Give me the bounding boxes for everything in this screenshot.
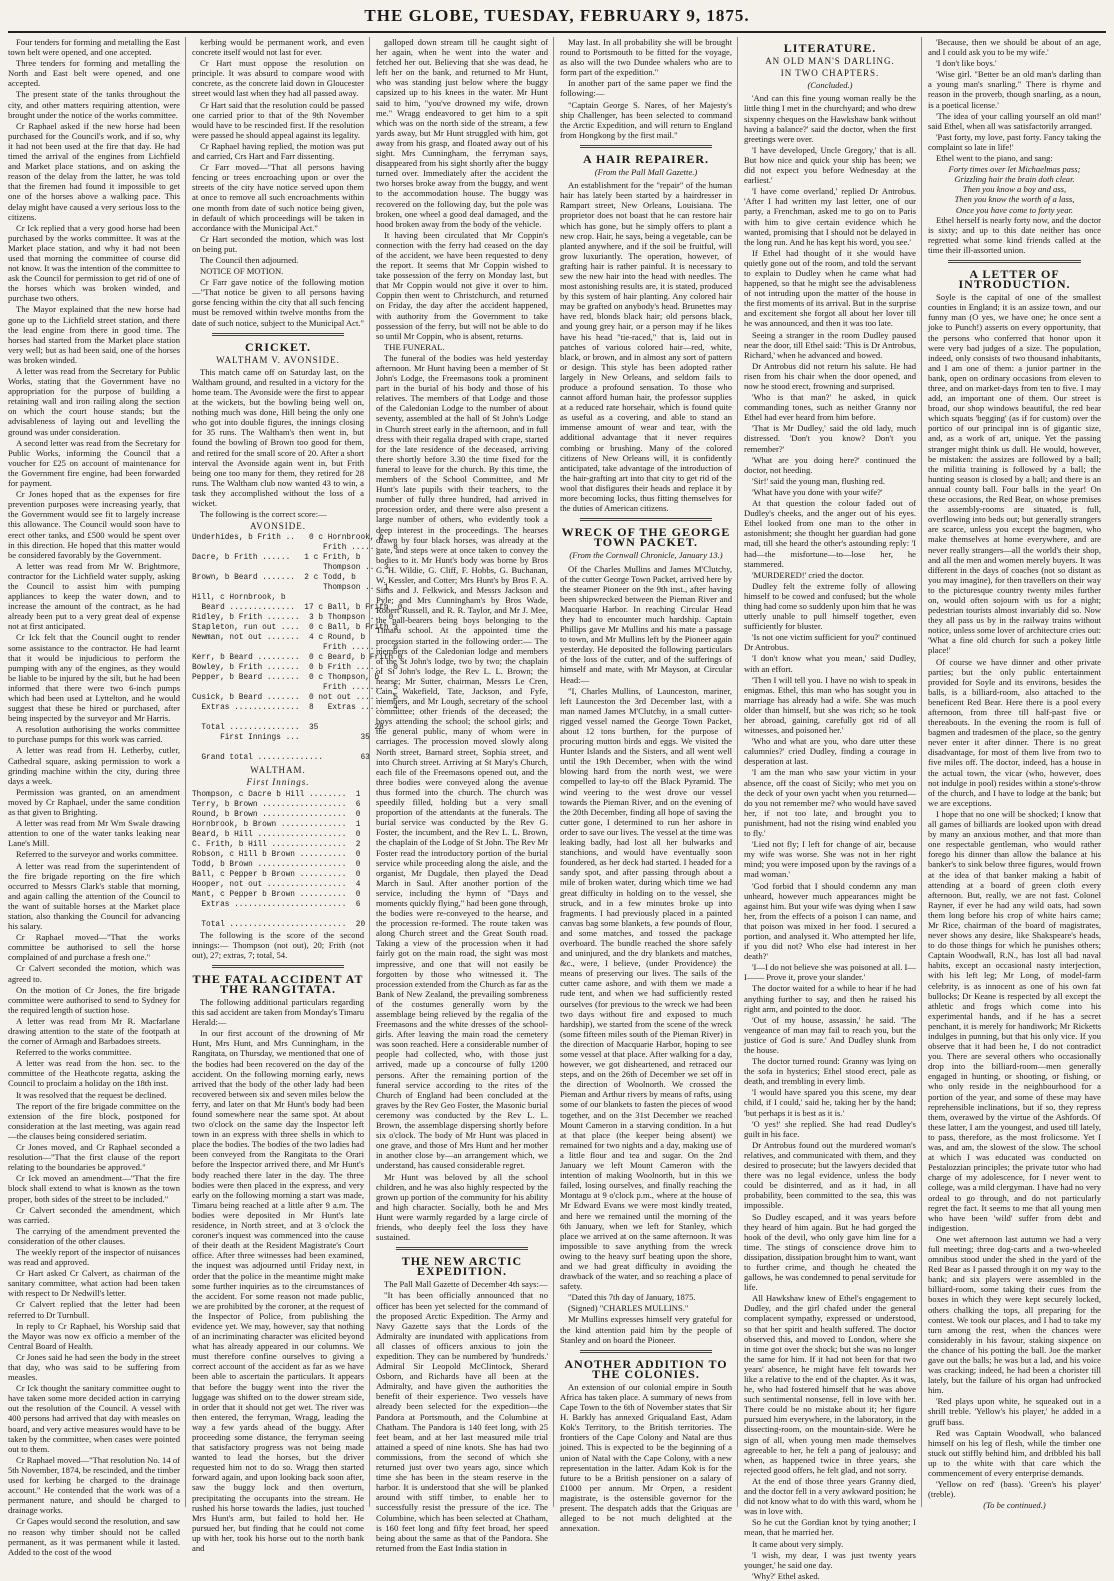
paragraph: I hope that no one will be shocked; I know that all games of billiards are looked upon with dread by many an anxious mother, and that more than one respectable gentleman, who would rather forego his dinner than allow the balance at his banker's to sink below three figures, would frown at the idea of that banker making a habit of attending at a board of green cloth every afternoon. But, really, we are not fast. Colonel Rayner, if ever he had any wild oats, had sown them long before his crop of white hairs came; Mr Rice, chairman of the board of magistrates, never shows any desire, like Shakspeare's heads, to do those things for which he punishes others; Captain Woodwall, R.N., has lost all bad naval habits, except an occasional nasty interjection, with his left leg; Mr Long, of model-farm celebrity, is as innocent as one of his own fat bullocks; Dr Keane is respected by all except the athletic and frogs which come into his experimental hands, and if he has a secret penchant, it is merely for handiwork; Mr Ricketts indulges in punning, but that his only vice. If you observe that it had been he, I do not contradict you. There are several others who occasionally drop into the billiard-room—men generally engaged in hunting, or shooting, or fishing, or who only reside in the neighbourhood for a portion of the year, and some of these may have reprehensible inclinations, but if so, they repress them, overawed by the virtue of the Ashfords. Of these latter, I am the youngest, and used till lately, to pass, therefore, as the most frolicsome. Yet I was, and am, the slowest of the slow. The school at which I was educated was conducted on Pestalozzian principles; the private tutor who had charge of my adolescence, for I never went to college, was a mild clergyman. I have had no very ordeal to go through, and do not particularly regret the fact. It seems to me that all young men who have been 'wild' suffer from debt and indigestion. (928, 808, 1101, 1233)
paragraph: Cr Farr gave notice of the following motion—"That notice be given to all persons having gorse fencing within the city that all such fencing must be removed within twelve months from the date of such notice, subject to the Municipal Act." (192, 277, 364, 328)
paragraph: Mr Hunt was beloved by all the school children, and he was also highly respected by the grown up portion of the community for his ability and high character. Socially, both he and Mrs Hunt were warmly regarded by a large circle of friends, who deeply feel the loss they have sustained. (376, 1171, 548, 1243)
paragraph: 'Why?' Ethel asked. (752, 1570, 820, 1581)
paragraph: Cr Raphael asked if the new horse had been purchased for the Council's work, and if so, why it had not been used at the fire that day. He had timed the arrival of the engines from Lichfield and Market place stations, and on asking the reason of the delay from the latter, he was told that the firemen had found it impossible to get one of the horses above a walking pace. This delay might have caused a very serious loss to the citizens. (8, 120, 180, 222)
paragraph: NOTICE OF MOTION. (200, 266, 284, 277)
verse-line: Then you know a boy and ass, (962, 184, 1067, 195)
paragraph: 'What are you doing here?' continued the doctor, not heeding. (744, 454, 916, 475)
paragraph: 'That is Mr Dudley,' said the old lady, much distressed. 'Don't you know? Don't you remember?' (744, 423, 916, 454)
paragraph: 'Then I will tell you. I have no wish to speak in enigmas. Ethel, this man who has sought you in marriage has already had a wife. She was much older than himself, but she was rich; so he took her abroad, gaining, carefully got rid of all witnesses, and poisoned her.' (744, 674, 916, 736)
paragraph: In reply to Cr Raphael, his Worship said that the Mayor was now ex officio a member of the Central Board of Health. (8, 1320, 180, 1351)
paragraph: 'Who and what are you, who dare utter these calumnies?' cried Dudley, finding a courage in desperation at last. (744, 736, 916, 767)
paragraph: Referred to the works committee. (16, 1047, 132, 1058)
paragraph: On the motion of Cr Jones, the fire brigade committee were authorised to send to Sydney for the required length of suction hose. (8, 984, 180, 1015)
paragraph: The following additional particulars regarding this sad accident are taken from Monday's Timaru Herald:— (192, 996, 364, 1028)
to-be-continued: (To be continued.) (983, 1500, 1046, 1511)
column-1 (8, 37, 186, 1557)
masthead: THE GLOBE, TUESDAY, FEBRUARY 9, 1875. (8, 6, 1106, 33)
scorecard-waltham: Thompson, c Dacre b Hill ........ 1 Terry, b Brown .................. 6 Round, b Brown .................. 0 Hornbrook, b Brown .............. 1 Beard, b Hill ................... 0 C. Frith, b Hill ................ 2 Robson, c Hill b Brown .......... 0 Todd, b Brown ................... 0 Ball, c Pepper b Brown .......... 0 Hooper, not out ................. 4 Mant, c Pepper b Brown .......... 0 Extras ........................ 6 Total ......................... 20 (192, 790, 366, 929)
paragraph: It having been circulated that Mr Coppin's connection with the ferry had ceased on the day of the accident, we have been requested to deny the report. It seems that Mr Coppin wished to take possession of the ferry on Monday last, but that Mr Coppin would not give it over to him. Coppin then went to Christchurch, and returned on Friday, the day after the accident happened, with authority from the Government to take possession of the ferry, but will not be able to do so until Mr Coppin, who is absent, returns. (376, 229, 548, 341)
paragraph: 'Out of my house, assassin,' he said. 'The vengeance of man may fail to reach you, but the justice of God is sure.' And Dudley slunk from the house. (744, 1014, 916, 1055)
story-title: AN OLD MAN'S DARLING. (765, 56, 895, 67)
paragraph: 'The idea of your calling yourself an old man!' said Ethel, when all was satisfactorily arranged. (928, 110, 1101, 131)
team-label: WALTHAM. (250, 765, 306, 776)
paragraph: 'Lied not fly; I left for change of air, because my wife was worse. She was not in her right mind; you were imposed upon by the ravings of a mad woman.' (744, 839, 916, 880)
paragraph: Cr Jones said he had seen the body in the street that day, who was said to be suffering from measles. (8, 1351, 180, 1383)
paragraph: 'Is not one victim sufficient for you?' continued Dr Antrobus. (744, 632, 916, 653)
paragraph: 'Wise girl. "Better be an old man's darling than a young man's snarling." There is rhyme and reason in the proverb, though snarling, as a noun, is a poetical license.' (928, 69, 1101, 110)
paragraph: A second letter was read from the Secretary for Public Works, informing the Council that a voucher for £25 on account of maintenance for the Government fire engine, had been forwarded for payment. (8, 437, 180, 489)
paragraph: THE FUNERAL. (384, 341, 445, 352)
paragraph: Four tenders for forming and metalling the East town belt were opened, and one accepted. (8, 37, 180, 58)
paragraph: At that question the colour faded out of Dudley's cheeks, and the anger out of his eyes. Ethel looked from one man to the other in astonishment; she thought her guardian had gone mad, till she heard the other's astounding reply: 'I had—the misfortune—to—lose her, he stammered. (744, 498, 916, 569)
paragraph: (Signed) "CHARLES MULLINS." (568, 1303, 689, 1314)
paragraph: A letter was read from H. Letherby, cutler, Cathedral square, asking permission to work a grinding machine within the city, during three days a week. (8, 745, 180, 786)
paragraph: All Hawkshaw knew of Ethel's engagement to Dudley, and the girl chafed under the general complacent sympathy, expressed or understood, so that her spirit and health suffered. The doctor observed this, and moved to London, where she in time got over the shock; but she was no longer the same for him. If it had not been for that two years' absence, he might have felt towards her like a relative to the end of the chapter. As it was, he, who had fostered himself that he was above such sentimental nonsense, fell in love with her. There could be no mistake about it; her figure pursued him everywhere, in the laboratory, in the dissecting-room, on the mountain-side. Were he sign of all, when young men made themselves agreeable to her, he felt a pang of jealousy; and when, as happened twice in three years, she rejected good offers, he felt glad, and not sorry. (744, 1293, 916, 1475)
paragraph: A letter was read from the Secretary for Public Works, stating that the Government have no appropriation for the purpose of building a retaining wall and iron railing along the section on which the court house stands; but the advisableness of laying out and levelling the ground was under consideration. (8, 366, 180, 437)
paragraph: 'MURDERED!' cried the doctor. (752, 569, 864, 580)
paragraph: Dudley felt the extreme folly of allowing himself to be cowed and confused; but the whole thing had come so suddenly upon him that he was utterly unable to pull himself together, even sufficiently for bluster. (744, 580, 916, 632)
paragraph: 'I have developed, Uncle Gregory,' that is all. But how nice and quick your ship has been; we did not expect you before Wednesday at the earliest.' (744, 144, 916, 186)
paragraph: Cr Ick thought the sanitary committee ought to have taken some more decided action in carrying out the resolution of the Council. A vessel with 400 persons had arrived that day with measles on board, and very active measures would have to be taken by the committee, when cases were pointed out to them. (8, 1383, 180, 1454)
paragraph: 'I—I do not believe she was poisoned at all. I—I—— Prove it, prove your slander.' (744, 962, 916, 983)
divider (212, 333, 344, 336)
column-3 (376, 37, 554, 1553)
paragraph: The weekly report of the inspector of nuisances was read and approved. (8, 1246, 180, 1268)
paragraph: Soyle is the capital of one of the smallest counties in England; it is an assize town, and our funny man (O yes, we have one; he once sent a joke to Punch!) asserts on every opportunity, that the persons who conferred that honor upon it were very bad judges of a size. The population, indeed, only consists of two thousand inhabitants, and I am one of them: a junior partner in the bank, open on ordinary occasions from eleven to three, and on market-days from ten to five. I may add, an important one of them. Our street is broad, our shop windows beautiful, the red bear which squats 'begging' (as if for custom) over the portico of our principal inn is of gigantic size, and, as a work of art, unique. Yet the passing stranger might think us dull. He would, however, be mistaken: the assizes are followed by a ball; the militia training is followed by a ball; the hunting season is closed by a ball; and there is an annual county ball. Four balls in the year! On these occasions, the Red Bear, on whose premises the assembly-rooms are situated, is full, overflowing into beds out; but generally strangers are scarce, unless you except the bagmen, who make themselves at home everywhere, and are never really strangers—all the world's their shop, and all the men and women merely buyers. It was different in the days of coaches (not so distant as you may imagine), for then travellers on their way to the picturesque country twenty miles further on, would often sojourn with us for a night; pedestrian tourists almost invariably did so. Now they all pass us by in the railway trains without notice, unless some lover of architecture cries out: 'What a fine old church for such a pokey little place!' (928, 292, 1102, 656)
paragraph: "Captain George S. Nares, of her Majesty's ship Challenger, has been selected to command the Arctic Expedition, and will return to England from Hongkong by the first mail." (560, 99, 732, 140)
paragraph: Cr Farr moved—"That all persons having fencing or trees encroaching upon or over the streets of the city have notice served upon them at once to remove all such encroachments within one month from date of such notice being given, in default of which proceedings will be taken in accordance with the Municipal Act." (192, 162, 364, 233)
paragraph: 'Past forty, my love, past forty. Fancy taking the complaint so late in life!' (928, 131, 1101, 152)
paragraph: Dr Antrobus did not return his salute. He had risen from his chair when the door opened, and now he stood erect, frowning and surprised. (744, 360, 916, 391)
paragraph: 'I am the man who saw your victim in your absence, off the coast of Sicily; who met you on the deck of your own yacht when you returned—do you not remember me? who would have saved her, if not too late, and brought you to punishment, had not the rising wind enabled you to fly.' (744, 767, 916, 839)
column-4 (560, 37, 738, 1534)
paragraph: The doctor waited for a while to hear if he had anything further to say, and then he raised his right arm, and pointed to the door. (744, 983, 916, 1014)
paragraph: 'I have come overland,' replied Dr Antrobus. 'After I had written my last letter, one of our party, a Frenchman, asked me to go on to Paris with him to give certain evidence which he wanted, promising that I should not be delayed in the long run. And he has kept his word, you see.' (744, 186, 916, 247)
verse-line: Then you know the worth of a lass, (954, 194, 1075, 205)
paragraph: The report of the fire brigade committee on the extension of the fire block, postponed for consideration at the last meeting, was again read—the clauses being considered seriatim. (8, 1100, 180, 1141)
paragraph: The present state of the tanks throughout the city, and other matters requiring attention, were brought under the notice of the works committee. (8, 89, 180, 120)
source-line: (From the Pall Mall Gazette.) (594, 167, 698, 178)
paragraph: "It has been officially announced that no officer has been yet selected for the command of the proposed Arctic Expedition. The Army and Navy Gazette says that the Lords of the Admiralty are inundated with applications from all classes of officers anxious to join the expedition. They can be numbered by 'hundreds.' Admiral Sir Leopold McClintock, Sherard Osborn, and Richards have all been at the Admiralty, and have given the authorities the benefit of their experience. Two vessels have already been selected for the expedition—the Pandora at Portsmouth, and the Columbine at Chatham. The Pandora is 140 feet long, with 25 feet beam, and at her last measured mile trial attained a speed of nine knots. She has had two commissions, from the second of which she returned just over two years ago, since which time she has been in the steam reserve in the harbor. It is understood that she will be planked around with stiff timber, to enable her to successfully resist the pressure of the ice. The Columbine, which has been selected at Chatham, is 160 feet long and fifty feet broad, her speed being about the same as that of the Pandora. She returned from the East India station in (376, 1290, 548, 1553)
paragraph: Cr Calvert seconded the motion, which was agreed to. (8, 963, 180, 984)
chapters-label: IN TWO CHAPTERS. (780, 68, 880, 79)
paragraph: May last. In all probability she will be brought round to Portsmouth to be fitted for the voyage, as also will the two Dundee whalers who are to form part of the expedition." (560, 37, 732, 78)
section-heading: WRECK OF THE GEORGE TOWN PACKET. (561, 525, 731, 550)
paragraph: 'Sir!' said the young man, flushing red. (752, 475, 885, 486)
paragraph: Red was Captain Woodwall, who balanced himself on his leg of flesh, while the timber one stuck out stiffly behind him, and dribbled his ball up to the white with that care which the commencement of every enterprise demands. (928, 1427, 1101, 1479)
paragraph: Seeing a stranger in the room Dudley paused near the door, till Ethel said: 'This is Dr Antrobus, Richard,' when he advanced and bowed. (744, 329, 916, 360)
paragraph: Cr Jones moved, and Cr Raphael seconded a resolution—"That the first clause of the report relating to the boundaries be approved." (8, 1142, 180, 1173)
paragraph: 'And can this fine young woman really be the little thing I met in the churchyard; and who drew sixpenny cheques on the Hawkshaw bank without having a balance?' said the doctor, when the first greetings were over. (744, 93, 916, 144)
divider (580, 1350, 712, 1353)
paragraph: Permission was granted, on an amendment moved by Cr Raphael, under the same condition as that given to Brighting. (8, 786, 180, 818)
verse-line: Once you have come to forty year. (955, 204, 1074, 215)
paragraph: kerbing would be permanent work, and even concrete itself would not last for ever. (192, 37, 364, 58)
paragraph: 'I wish, my dear, I was just twenty years younger,' he said one day. (744, 1549, 916, 1570)
section-subheading: WALTHAM V. AVONSIDE. (216, 354, 340, 365)
paragraph: Cr Jones hoped that as the expenses for fire prevention purposes were increasing yearly, that the Government would see fit to largely increase this allowance. The Council would soon have to erect other tanks, and £500 would be spent over in this direction. He hoped that this matter would be considered favorably by the Government. (8, 489, 180, 560)
paragraph: 'Who is that man?' he asked, in quick commanding tones, such as neither Granny nor Ethel had ever heard from him before. (744, 392, 916, 423)
paragraph: Cr Raphael having replied, the motion was put and carried, Crs Hart and Farr dissenting. (192, 140, 364, 162)
paragraph: Three tenders for forming and metalling the North and East belt were opened, and one accepted. (8, 58, 180, 89)
paragraph: Cr Hart said that the resolution could be passed one carried prior to that of the 9th November would have to be rescinded first. If the resolution were passed he should appeal against its legality. (192, 99, 364, 140)
section-heading: A LETTER OF INTRODUCTION. (958, 266, 1071, 292)
paragraph: Cr Hart must oppose the resolution on principle. It was absurd to compare wood with concrete, as the concrete laid down in Gloucester street would last when they had all passed away. (192, 58, 364, 99)
section-heading: THE FATAL ACCIDENT AT THE RANGITATA. (192, 971, 364, 996)
paragraph: This match came off on Saturday last, on the Waltham ground, and resulted in a victory for the home team. The Avonside were the first to appear at the wickets, but the bowling being well on, nothing much was done, Hill being the only one who got into double figures, the innings closing for 35 runs. The Waltham's then went in, but found the bowling of Brown too good for them, and retired for the small score of 20. After a short interval the Avonside again went in, but Frith being one too many for them, they retired for 28 runs. The Waltham club now wanted 43 to win, a task they accomplished without the loss of a wicket. (192, 366, 364, 509)
paragraph: The following is the correct score:— (200, 509, 327, 520)
divider (580, 518, 712, 521)
column-6 (928, 37, 1106, 1511)
paragraph: Cr Hart seconded the motion, which was lost on being put. (192, 233, 364, 254)
paragraph: Cr Gapes would second the resolution, and saw no reason why timber should not be called permanent, as it was permanent while it lasted. Added to the cost of the wood (8, 1516, 180, 1557)
concluded-label: (Concluded.) (807, 80, 853, 91)
paragraph: Ethel went to the piano, and sang: (936, 153, 1053, 164)
paragraph: The carrying of the amendment prevented the consideration of the other clauses. (8, 1225, 180, 1246)
paragraph: The doctor turned round: Granny was lying on the sofa in hysterics; Ethel stood erect, pale as death, and trembling in every limb. (744, 1056, 916, 1087)
paragraph: It was resolved that the request be declined. (16, 1089, 167, 1100)
paragraph: So he cut the Gordian knot by tying another; I mean, that he married her. (744, 1517, 916, 1538)
paragraph: A letter was read from Mr Wm Swale drawing attention to one of the water tanks leaking near Lane's Mill. (8, 818, 180, 849)
columns (8, 37, 1106, 1581)
section-heading: A HAIR REPAIRER. (582, 151, 710, 166)
team-label: AVONSIDE. (249, 521, 307, 532)
section-heading: CRICKET. (244, 339, 312, 354)
paragraph: In our first account of the drowning of Mr Hunt, Mrs Hunt, and Mrs Cunningham, in the Rangitata, on Thursday, we mentioned that one of the bodies had been recovered on the day of the accident. On the following morning early, news arrived that the body of the other lady had been recovered between six and seven miles below the ferry, and later on that Mr Hunt's body had been found somewhere near the same spot. At about two o'clock on the same day the Inspector left town in an express with three shells in which to place the bodies. The bodies of the two ladies had been conveyed from the Rangitata to the Orari before the Inspector arrived there, and Mr Hunt's body reached there later in the day. The three bodies were then placed in the express, and very early on the following morning a start was made, Timaru being reached at a little after 9 a.m. The bodies were deposited in Mr Hunt's late residence, in North street, and at 3 o'clock the coroner's inquest was commenced into the cause of their death at the Resident Magistrate's Court office. After three witnesses had been examined, the inquest was adjourned until Friday next, in order that the police in the meantime might make some further inquiries as to the circumstances of the accident. For some reason not made public, we are prohibited by the coroner, at the request of the Inspector of Police, from publishing the evidence yet. We may, however, say that nothing of an incriminating character was elicited beyond what has already appeared in our columns. We must therefore confine ourselves to giving a correct account of the accident as far as we have been able to ascertain the particulars. It appears that before the buggy went into the river the luggage was shifted on to the dower stream side, in order that it should not get wet. The river was then entered, the ferryman, Wragg, leading the way a few yards ahead of the buggy. After proceeding some distance, the ferryman seeing that satisfactory progress was not being made wanted to lead the horses, but the driver requested him not to do so. Wragg then started forward again, and upon looking back soon after, saw the buggy lock and then overturn, precipitating the occupants into the stream. He rushed his horse towards the ladies, just touched Mrs Hunt's arm, but failed to hold her. He pursued her, but finding that he could not come up with her, took his horse out to the north bank and (192, 1028, 364, 1554)
paragraph: The funeral of the bodies was held yesterday afternoon. Mr Hunt having been a member of St John's Lodge, the Freemasons took a prominent part in the burial of his body and those of his relatives. The members of that Lodge and those of the Caledonian Lodge to the number of about seventy, assembled at the hall of St John's Lodge in Church street early in the afternoon, and in full dress with their regalia draped with crape, started for the late residence of the deceased, arriving there shortly before 3.30 the time fixed for the funeral to leave for the church. By this time, the members of the School Committee, and Mr Hunt's late pupils with their teachers, to the number of fully three hundred, had arrived in procession order, and there were also present a large number of others, who evidently took a deep interest in the proceedings. The hearses drawn by four black horses, was already at the gate, and steps were at once taken to convey the bodies to it. Mr Hunt's body was borne by Bros G. H. Wildie, G. Cliff, F. Hobbs, G. Buchanan, W. Kessler, and Cotter; Mrs Hunt's by Bros F. A. Sims and J. Felkwick, and Messrs Jackson and Pyle; and Mrs Cunningham's by Bros Wade, Robert Russell, and R. R. Taylor, and Mr J. Mee, the pall-bearers being boys belonging to the Timaru school. At the appointed time the procession started in the following order:— The members of the Caledonian lodge and members of the St John's lodge, two by two; the chaplain of St John's lodge, the Rev L. L. Brown; the hearse; Mr Sutter, chairman, Messrs Le Cren, Cain, Wakefield, Tate, Jackson, and Fyfe, members, and Mr Lough, secretary of the school committee; other friends of the deceased; the boys attending the school; the school girls; and the general public, many of whom were in carriages. The procession moved slowly along North street, Barnard street, Sophia street, and into Church street. Arriving at St Mary's Church, each file of the Freemasons opened out, and the three bodies were conveyed along the avenue thus formed into the church. The church was speedily filled, holding but a very small proportion of the attendants at the funerals. The burial service was conducted by the Rev G. Foster, the incumbent, and the Rev L. L. Brown, the chaplain of the Lodge of St John. The Rev Mr Foster read the introductory portion of the burial service while proceeding along the aisle, and the organist, Mr Dugdale, then played the Dead March in Saul. After another portion of the service, including the hymn of "Days and moments quickly flying," had been gone through, the bodies were re-conveyed to the hearse, and the procession re-formed. The route taken was along Church street and the Great South road. Taking a view of the procession when it had fairly got on the main road, the sight was most impressive, and one that will not easily be forgotten by those who witnessed it. The procession extended from the Church as far as the Bank of New Zealand, the prevailing sombreness of the costumes generally worn by the assemblage being relieved by the regalia of the Freemasons and the white dresses of the school-girls. After leaving the main road the cemetery was soon reached. Here a considerable number of people had collected, who, with those just arrived, made up a concourse of fully 1200 persons. After the remaining portion of the funeral service according to the rites of the Church of England had been concluded at the graves by the Rev Geo Foster, the Masonic burial ceremony was conducted by the Rev L. L. Brown, the assemblage dispersing shortly before six o'clock. The body of Mr Hunt was placed in one grave, and those of Mrs Hunt and her mother in another close by—an arrangement which, we understand, has caused considerable regret. (376, 352, 548, 1171)
paragraph: A letter was read from Mr R. Macfarlane drawing attention to the state of the footpath at the corner of Armagh and Barbadoes streets. (8, 1015, 180, 1047)
paragraph: 'God forbid that I should condemn any man unheard, however much appearances might be against him. But your wife was dying when I saw her, from the effects of a poison I can name, and that poison was mixed in her food. I secured a portion, and analysed it. Who attempted her life, if you did not? Who else had interest in her death?' (744, 880, 916, 962)
divider (212, 965, 344, 968)
divider (396, 1247, 528, 1250)
paragraph: galloped down stream till he caught sight of her again, when he went into the water and fetched her out. Believing that she was dead, he left her on the bank, and returned to Mr Hunt, who was standing just below where the buggy capsized up to his knees in the water. Mr Hunt said to him, "you've drowned my wife, drown me." Wragg endeavored to get him to a spit which was on the north side of the stream, a few yards away, but Mr Hunt struggled with him, got away from his grasp, and floated away out of his sight. Mrs Cunningham, the ferryman says, disappeared from his sight shortly after the buggy turned over. Immediately after the accident the two horses broke away from the buggy, and went to the accommodation house. The buggy was recovered on the following day, but the pole was broken, one wheel a good deal damaged, and the hood broken away from the body of the vehicle. (376, 37, 548, 229)
paragraph: In another part of the same paper we find the following:— (560, 78, 732, 99)
paragraph: Referred to the surveyor and works committee. (16, 849, 179, 860)
column-5 (744, 37, 922, 1581)
paragraph: 'I would have spared you this scene, my dear child, if I could,' said he, taking her by the hand; 'but perhaps it is best as it is.' (744, 1087, 916, 1118)
paragraph: 'Yellow on red' (bass). 'Green's his player' (treble). (928, 1479, 1101, 1500)
column-2 (192, 37, 403, 1554)
divider (580, 145, 712, 148)
paragraph: Dr Antrobus found out the murdered woman's relatives, and communicated with them, and they desired to prosecute; but the lawyers decided that there was no legal evidence, unless the body could be disinterred, and as it had, in all probability, been committed to the sea, this was impossible. (744, 1139, 916, 1211)
paragraph: The Council then adjourned. (200, 254, 299, 265)
paragraph: 'Red plays upon white, he squeaked out in a shrill treble. 'Yellow's his player,' he added in a gruff bass. (928, 1396, 1101, 1427)
section-heading: THE NEW ARCTIC EXPEDITION. (401, 1254, 523, 1279)
paragraph: The Pall Mall Gazette of December 4th says:— (384, 1279, 548, 1290)
paragraph: An establishment for the "repair" of the human hair has lately been started by a hairdresser in Rampart street, New Orleans, Louisiana. The proprietor does not boast that he can restore hair which has gone, but he simply offers to plant a new crop. Hair, he says, being a vegetable, can be planted anywhere, and if the soil be fruitful, will grow luxuriantly. The operation, however, of grafting hair is rather painful. It is necessary to sew the new hair into the head with needles. The most astonishing results are, it is stated, produced by this system of hair planting. Any colored hair may be grafted on anybody's head. Brunettes may have red, blonds black hair; old persons black, and young grey hair, or a person may if he likes have his head "tie-raced," that is, laid out in patches of various colored hair—red, white, black, or brown, and in almost any sort of pattern or design. This style has been adopted rather largely in New Orleans, and seldom fails to produce a profound sensation. To those who cannot afford human hair, the professor supplies at a reduced rate horsehair, which is found quite as useful as a covering, and able to stand an immense amount of wear and tear, with the additional advantage that it never requires combing or brushing. Many of the colored citizens of New Orleans will, it is confidently anticipated, take advantage of the introduction of the hair-grafting art into that city to get rid of the wool that disfigures their heads and replace it by more becoming locks, thus fitting themselves for the duties of American citizens. (560, 180, 732, 514)
paragraph: "I, Charles Mullins, of Launceston, mariner, left Launceston the 3rd December last, with a man named James M'Clutchy, in a small cutter-rigged vessel named the George Town Packet, about 12 tons burthen, for the purpose of procuring mutton birds and eggs. We visited the Hunter Islands and the Sisters, and all went well until the 19th December, when with the wind blowing hard from the north west, we were compelled to lay-to off the Black Pyramid. The wind veering to the west drove our vessel towards the Pieman River, and on the evening of the 20th December, finding all hope of saving the cutter gone, I determined to run her ashore in order to save our lives. The vessel at the time was leaking badly, had lost all her bulwarks and stanchions, and would have eventually soon foundered, as her deck had started. I headed for a sandy spot, and after passing through about a mile of broken water, during which time we had great difficulty in holding on to the vessel, she struck, and in a few minutes broke up into fragments. I had previously placed in a painted canvas bag some blankets, a few pounds of flour, and some matches, and tossed the package overboard. The bundle reached the shore safely and uninjured, and the dry blankets and matches, &c., were, I believe, (under Providence) the means of preserving our lives. The sails of the cutter came ashore, and with them we made a rude tent, and when we had sufficiently rested ourselves (for previous to the wreck we had been two days without fire and exposed to much hardship), we started from the scene of the wreck (some fifteen miles south of the Pieman River) in the direction of Macquarie Harbor, hoping to see some vessel at that place. After walking for a day, however, we got disheartened, and retraced our steps, and on the 26th of December we set off in the direction of Woolnorth. We crossed the Pieman and Arthur rivers by means of rafts, using some of our blankets to fasten the pieces of wood together, and on the 31st December we reached Mount Cameron in a starving condition. In a hut at that place (the keeper being absent) we remained for two nights and a day, making use of a little flour and tea and sugar. On the 2nd January we left Mount Cameron with the intention of making Woolnorth, but in this we failed, losing ourselves, and finally reaching the Montagu at 9 o'clock p.m., where at the house of Mr Edward Evans we were most kindly treated, and here we remained until the morning of the 6th January, when we left for Stanley, which place we arrived at on the same afternoon. It was impossible to save anything from the wreck owing to the heavy surf beating upon the shore, and we had great difficulty in avoiding the drawback of the water, and so reaching a place of safety. (560, 685, 732, 1292)
paragraph: A letter was read from Mr W. Brightmore, contractor for the Lichfield water supply, asking the Council to assist him with pumping appliances to keep the water down, and to increase the amount of the contract, as he had already been put to a very great deal of expense not at first anticipated. (8, 560, 180, 632)
paragraph: Ethel herself is nearly forty now, and the doctor is sixty; and up to this date neither has once regretted what some kind friends called at the time their ill-assorted union. (928, 214, 1101, 255)
paragraph: Cr Raphael moved—"That the works committee be authorised to sell the horse complained of and purchase a fresh one." (8, 932, 180, 963)
paragraph: Of the Charles Mullins and James M'Clutchy, of the cutter George Town Packet, arrived here by the steamer Pioneer on the 9th inst., after having been shipwrecked between the Pieman River and Macquarie Harbor. In reaching Circular Head they had to encounter much hardship. Captain Phillips gave Mr Mullins and his mate a passage to town, and Mr Mullins left by the Pioneer again yesterday. He deposited the following particulars of the loss of the cutter, and of the sufferings of himself and mate, with Mr Mayson, at Circular Head:— (560, 563, 732, 685)
paragraph: A letter was read from the superintendent of the fire brigade reporting on the fire which occurred to Messrs Clark's stable that morning, and again calling the attention of the Council to the want of suitable horses at the Market place station, also thanking the Council for advancing his salary. (8, 860, 180, 932)
paragraph: 'What have you done with your wife?' (752, 486, 883, 497)
paragraph: It came about very simply. (752, 1538, 844, 1549)
divider (948, 260, 1081, 263)
paragraph: At the end of those three years Granny died, and the doctor fell in a very awkward position; he did not know what to do with this ward, whom he was in love with. (744, 1475, 916, 1517)
paragraph: The following is the score of the second innings:— Thompson (not out), 20; Frith (not out), 27; extras, 7; total, 54. (192, 929, 364, 960)
paragraph: 'Because, then we should be about of an age, and I could ask you to be my wife.' (928, 37, 1101, 58)
paragraph: A letter was read from the hon. sec. to the committee of the Heathcote regatta, asking the Council to proclaim a holiday on the 18th inst. (8, 1058, 180, 1089)
paragraph: Cr Ick replied that a very good horse had been purchased by the works committee. It was at the Market place station, and why it had not been used that morning the committee of course did not know. It was the intention of the committee to ask the Council for permission to get rid of one of the horses which was broken winded, and purchase two others. (8, 222, 180, 304)
verse-line: Forty times over let Michaelmas pass; (948, 164, 1081, 175)
paragraph: "Dated this 7th day of January, 1875. (568, 1292, 696, 1303)
source-line: (From the Cornwall Chronicle, January 13.) (569, 550, 723, 561)
paragraph: The Mayor explained that the new horse had gone up to the Lichfield street station, and there the lead engine from there in good time. The horses had started from the Market place station very well; but as had been said, one of the horses was broken winded. (8, 304, 180, 365)
section-heading: ANOTHER ADDITION TO THE COLONIES. (564, 1356, 728, 1381)
scorecard-avonside: Underhides, b Frith .. 0 c Hornbrook, b Frith ...... 8 Dacre, b Frith ...... 1 c Frith, b Thompson .. 3 Brown, b Beard ....... 2 c Todd, b Thompson .. 1 Hill, c Hornbrook, b Beard .............. 17 c Ball, b Frith 0 Ridley, b Frith ....... 3 b Thompson .. 0 Stapleton, run out .... 0 c Ball, b Frith 3 Newman, not out ....... 4 c Round, b Frith ....... 0 Kerr, b Beard ......... 0 c Beard, b Frith 0 Bowley, b Frith ....... 0 b Frith ...... 0 Pepper, b Beard ....... 0 c Thompson, b Frith ....... 5 Cusick, b Beard ....... 0 not out ...... 5 Extras .............. 8 Extras ..... 4 Total ............... 35 28 First Innings ... 35 Grand total .............. 63 (192, 534, 403, 763)
paragraph: Cr Ick felt that the Council ought to render some assistance to the contractor. He had learnt that it would be injudicious to perform the pumping with any of the engines, as they would be liable to be injured by the silt, but he had been informed that there were two 6-inch pumps which had been used at Lyttelton, and he would suggest that these be hired or purchased, after being inspected by the surveyor and Mr Harris. (8, 632, 180, 724)
paragraph: One wet afternoon last autumn we had a very full meeting; three dog-carts and a two-wheeled omnibus stood under the shed in the yard of the Red Bear as I passed through it on my way to the bank; and six players were assembled in the billiard-room, some taking their cues from the boxes in which they were kept securely locked, others chalking the tops, all preparing for the contest. We took our places, and I had to take my turn among the rest, when the chances were considerably in his favour, staking sixpence on the chance of his potting the ball. Joe the marker gave out the balls; he was but a lad, and his voice was cracking; indeed, he had been a chorister till lately, but the failure of his organ had unfrocked him. (928, 1233, 1101, 1396)
paragraph: Mr Mullins expresses himself very grateful for the kind attention paid him by the people of Stanley and on board the Pioneer. (560, 1314, 732, 1345)
paragraph: An extension of our colonial empire in South Africa has taken place. A summary of news from Cape Town to the 6th of November states that Sir H. Barkly has annexed Griqualand East, Adam Kok's Territory, to the British territories. The frontiers of the Cape Colony and Natal are thus joined. This is expected to be the beginning of a union of Natal with the Cape Colony, with a new representation in the latter. Adam Kok is for the future to be a British pensioner on a salary of £1000 per annum. Mr Orpen, a resident magistrate, is the ostensible governor for the present. The despatch adds that the Griquas are alleged to be not much delighted at the annexation. (560, 1381, 732, 1534)
paragraph: 'I don't like boys.' (936, 58, 997, 69)
verse-line: Grizzling hair the brain doth clear. (954, 174, 1075, 185)
paragraph: Cr Calvert replied that the letter had been referred to Dr Turnbull. (8, 1299, 180, 1320)
section-heading: LITERATURE. (783, 41, 877, 55)
paragraph: Cr Raphael moved—"That resolution No. 14 of 5th November, 1874, be rescinded, and the timber used for kerbing be charged to the drainage account." He contended that the work was of a permanent nature, and should be charged to drainage works. (8, 1454, 180, 1516)
paragraph: A resolution authorising the works committee to purchase pumps for this work was carried. (8, 724, 180, 745)
paragraph: 'O yes!' she replied. She had read Dudley's guilt in his face. (744, 1118, 916, 1139)
paragraph: Cr Calvert seconded the amendment, which was carried. (8, 1204, 180, 1225)
paragraph: So Dudley escaped, and it was years before they heard of him again. But he had gorged the hook of the devil, who only gave him line for a time. The stings of conscience drove him to dissipation, dissipation brought him to want, want to further crime, and though he cheated the gallows, he was condemned to penal servitude for life. (744, 1211, 916, 1293)
paragraph: If Ethel had thought of it she would have quietly gone out of the room, and told the servant to explain to Dudley when he came what had happened, so that he might see the advisableness of not intruding upon the matter of the house in the first moments of its arrival. But in the surprise and excitement she forgot all about her lover till he was announced, and then it was too late. (744, 247, 916, 329)
paragraph: Of course we have dinner and other private parties; but the only public entertainment provided for Soyle and its environs, besides the balls, is a billiard-room, also attached to the beneficent Red Bear. Here there is a pool every afternoon, from three till half-past five or thereabouts. In the evening the room is full of bagmen and tradesmen of the place, so the gentry never enter it after dinner. There is no great disadvantage, for most of them live from two to five miles off. The doctor, indeed, has a house in the actual town, the vicar (who, however, does not indulge in pool) resides within a stone's-throw of the church, and I have to lodge at the bank; but we are exceptions. (928, 656, 1101, 808)
paragraph: Cr Ick moved an amendment—"That the fire block shall extend to what is known as the town proper, both sides of the street to be included." (8, 1173, 180, 1204)
paragraph: Cr Hart asked Cr Calvert, as chairman of the sanitary committee, what action had been taken with respect to Dr Nedwill's letter. (8, 1268, 180, 1299)
paragraph: 'I don't know what you mean,' said Dudley, with an effort. (744, 653, 916, 674)
innings-label: First Innings. (246, 777, 310, 788)
